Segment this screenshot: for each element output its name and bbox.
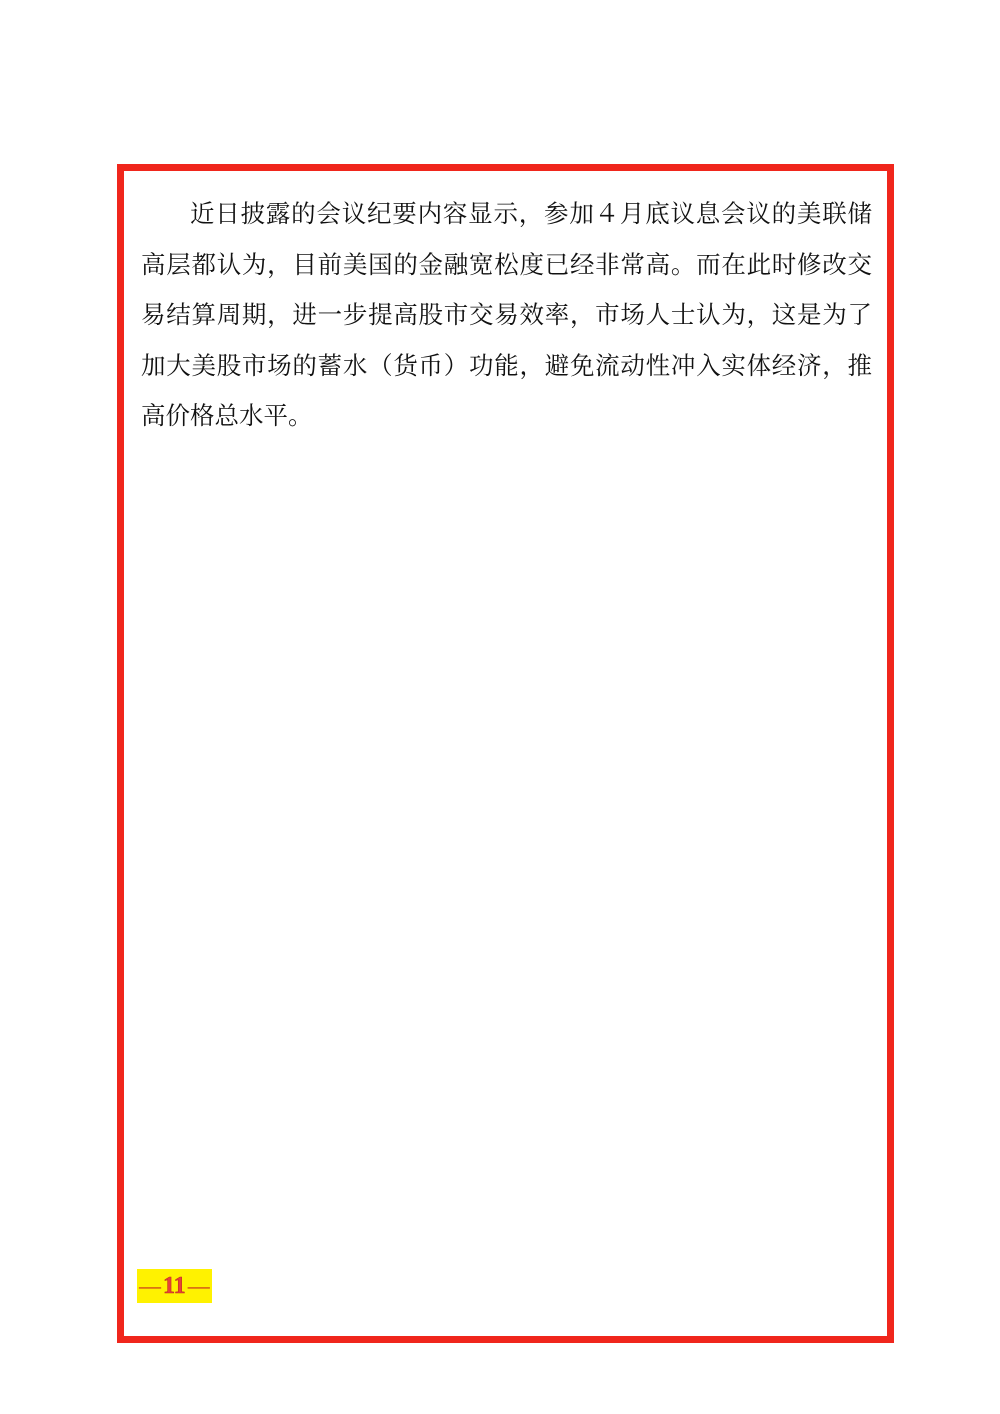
page-number-dash-right: — xyxy=(187,1273,210,1298)
page-number xyxy=(137,1269,212,1303)
body-paragraph: 近日披露的会议纪要内容显示，参加４月底议息会议的美联储高层都认为，目前美国的金融宽松度已经非常高。而在此时修改交易结算周期，进一步提高股市交易效率，市场人士认为，这是为了加大美股市场的蓄水（货币）功能，避免流动性冲入实体经济，推高价格总水平。 xyxy=(141,199,872,430)
page-number-value: 11 xyxy=(163,1273,186,1299)
page-number-dash-left: — xyxy=(139,1273,161,1298)
page-frame xyxy=(117,164,894,1343)
